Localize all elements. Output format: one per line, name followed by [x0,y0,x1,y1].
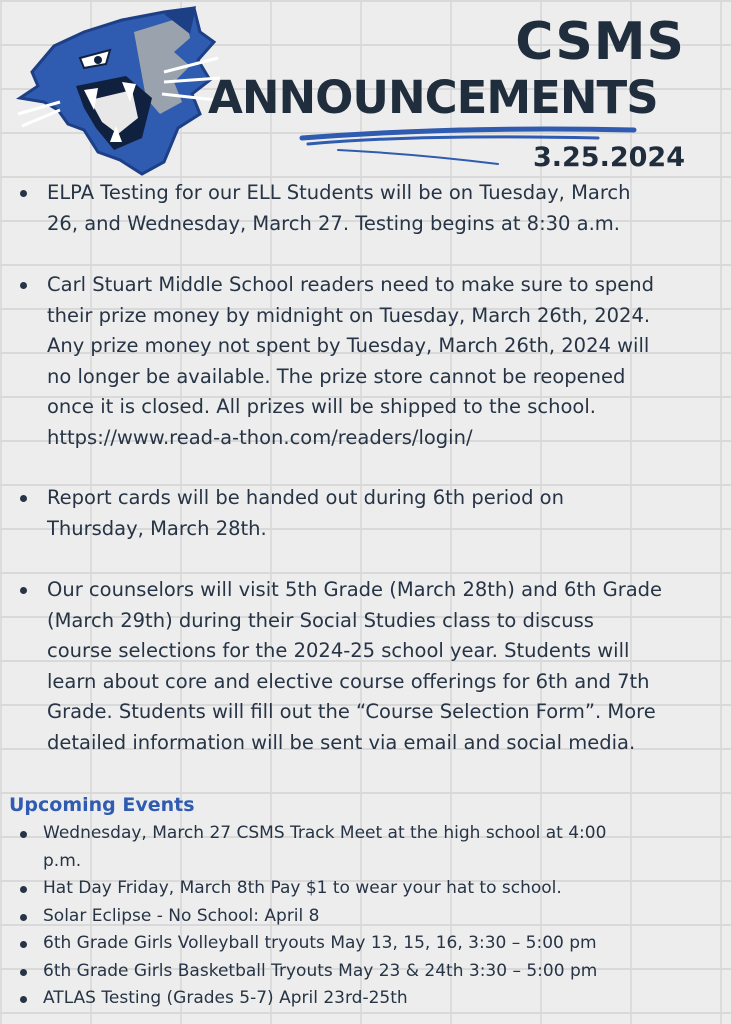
event-item: ATLAS Testing (Grades 5-7) April 23rd-25th [16,985,716,1013]
event-item: Hat Day Friday, March 8th Pay $1 to wear your hat to school. [16,875,716,903]
announcement-date: 3.25.2024 [532,142,685,173]
bullet-icon [20,495,27,502]
event-item: Wednesday, March 27 CSMS Track Meet at the high school at 4:00 p.m. [16,820,716,875]
announcement-item: Carl Stuart Middle School readers need to make sure to spend their prize money by midnight on Tuesday, March 26th, 2024. Any prize money not spent by Tuesday, March 26th, 2024 will no longer be available. The prize store cannot be reopened once it is closed. All prizes will be shipped to the school. https://www.read-a-thon.com/readers/login/ [16,270,726,453]
wildcat-mascot-logo [14,2,222,178]
announcement-item: ELPA Testing for our ELL Students will be on Tuesday, March 26, and Wednesday, March 27. Testing begins at 8:30 a.m. [16,178,726,239]
upcoming-events-heading: Upcoming Events [9,794,195,816]
title-csms: CSMS [515,12,685,72]
bullet-icon [20,969,27,976]
bullet-icon [20,886,27,893]
read-a-thon-link[interactable]: https://www.read-a-thon.com/readers/login/ [47,425,473,449]
event-item: 6th Grade Girls Basketball Tryouts May 23 & 24th 3:30 – 5:00 pm [16,958,716,986]
bullet-icon [20,282,27,289]
announcement-list [16,178,726,758]
event-item: Solar Eclipse - No School: April 8 [16,903,716,931]
bullet-icon [20,941,27,948]
event-item: 6th Grade Girls Volleyball tryouts May 13, 15, 16, 3:30 – 5:00 pm [16,930,716,958]
announcement-item: Our counselors will visit 5th Grade (March 28th) and 6th Grade (March 29th) during their Social Studies class to discuss course selections for the 2024-25 school year. Students will learn about core and elective course offerings for 6th and 7th Grade. Students will fill out the “Course Selection Form”. More detailed information will be sent via email and social media. [16,575,726,758]
title-announcements: ANNOUNCEMENTS [208,71,658,124]
announcement-item: Report cards will be handed out during 6th period on Thursday, March 28th. [16,483,726,544]
upcoming-events-list [16,820,716,1013]
bullet-icon [20,190,27,197]
bullet-icon [20,996,27,1003]
bullet-icon [20,831,27,838]
bullet-icon [20,587,27,594]
bullet-icon [20,914,27,921]
